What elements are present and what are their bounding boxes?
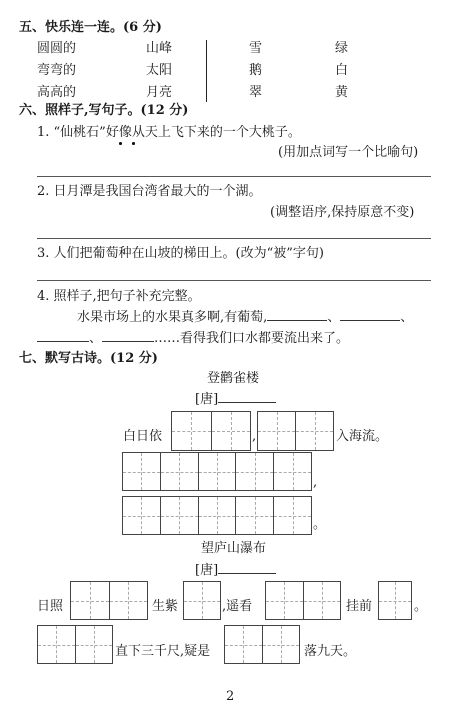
match-word: 月亮 bbox=[146, 85, 173, 100]
poem-punct: , bbox=[252, 429, 257, 444]
question-3: 3. 人们把葡萄种在山坡的梯田上。(改为“被”字句) bbox=[37, 246, 324, 261]
question-1: 1. “仙桃石”好像从天上飞下来的一个大桃子。 bbox=[37, 125, 301, 140]
emphasis-dot bbox=[119, 142, 122, 145]
question-4: 4. 照样子,把句子补充完整。 bbox=[37, 289, 201, 304]
poem-text: ,遥看 bbox=[222, 599, 253, 614]
poem-dynasty bbox=[195, 564, 276, 577]
match-word: 圆圆的 bbox=[37, 41, 77, 56]
fill-blank[interactable] bbox=[267, 320, 327, 321]
poem-punct: 。 bbox=[313, 517, 327, 532]
question-1-hint: (用加点词写一个比喻句) bbox=[278, 145, 419, 160]
match-word: 弯弯的 bbox=[37, 63, 77, 78]
page-number: 2 bbox=[226, 689, 235, 704]
fill-blank[interactable] bbox=[340, 320, 400, 321]
poem-text: 白日依 bbox=[123, 429, 163, 444]
question-4-line2 bbox=[37, 332, 349, 345]
writing-grid[interactable] bbox=[265, 581, 341, 620]
separator: 、 bbox=[327, 310, 341, 325]
poem-text: 挂前 bbox=[346, 599, 373, 614]
writing-grid[interactable] bbox=[122, 452, 312, 491]
answer-line[interactable] bbox=[37, 176, 431, 177]
question-2-hint: (调整语序,保持原意不变) bbox=[270, 205, 415, 220]
separator: 、 bbox=[400, 310, 414, 325]
writing-grid[interactable] bbox=[70, 581, 148, 620]
match-word: 翠 bbox=[249, 85, 263, 100]
separator: 、 bbox=[89, 331, 103, 346]
match-word: 绿 bbox=[335, 41, 349, 56]
poem-text: 落九天。 bbox=[304, 644, 357, 659]
writing-grid[interactable] bbox=[171, 411, 251, 451]
sentence-start: 水果市场上的水果真多啊,有葡萄, bbox=[77, 310, 268, 325]
section6-title: 六、照样子,写句子。(12 分) bbox=[19, 103, 189, 118]
poem-text: 生紫 bbox=[152, 599, 179, 614]
writing-grid[interactable] bbox=[183, 581, 221, 620]
emphasis-dot bbox=[132, 142, 135, 145]
question-2: 2. 日月潭是我国台湾省最大的一个湖。 bbox=[37, 184, 262, 199]
poem-title: 登鹳雀楼 bbox=[207, 371, 260, 386]
dynasty-label: [唐] bbox=[195, 392, 219, 407]
poem-title: 望庐山瀑布 bbox=[201, 541, 267, 556]
writing-grid[interactable] bbox=[224, 625, 300, 664]
writing-grid[interactable] bbox=[257, 411, 334, 451]
dynasty-label: [唐] bbox=[195, 563, 219, 578]
section5-title: 五、快乐连一连。(6 分) bbox=[19, 20, 162, 35]
match-word: 鹅 bbox=[249, 63, 263, 78]
question-4-line1 bbox=[77, 311, 413, 324]
match-word: 太阳 bbox=[146, 63, 173, 78]
match-word: 白 bbox=[335, 63, 349, 78]
answer-line[interactable] bbox=[37, 238, 431, 239]
match-word: 高高的 bbox=[37, 85, 77, 100]
fill-blank[interactable] bbox=[102, 341, 154, 342]
poem-punct: 。 bbox=[414, 599, 428, 614]
poem-text: 入海流。 bbox=[336, 429, 389, 444]
sentence-end: ……看得我们口水都要流出来了。 bbox=[154, 331, 350, 346]
writing-grid[interactable] bbox=[122, 496, 312, 535]
match-word: 黄 bbox=[335, 85, 349, 100]
writing-grid[interactable] bbox=[378, 581, 412, 620]
section7-title: 七、默写古诗。(12 分) bbox=[19, 351, 158, 366]
writing-grid[interactable] bbox=[37, 625, 113, 664]
match-word: 山峰 bbox=[146, 41, 173, 56]
poem-text: 直下三千尺,疑是 bbox=[115, 644, 211, 659]
match-word: 雪 bbox=[249, 41, 263, 56]
poem-dynasty bbox=[195, 393, 276, 406]
author-blank[interactable] bbox=[218, 402, 276, 403]
author-blank[interactable] bbox=[218, 573, 276, 574]
poem-text: 日照 bbox=[37, 599, 64, 614]
poem-punct: , bbox=[313, 475, 318, 490]
answer-line[interactable] bbox=[37, 280, 431, 281]
column-divider bbox=[206, 40, 207, 102]
fill-blank[interactable] bbox=[37, 341, 89, 342]
